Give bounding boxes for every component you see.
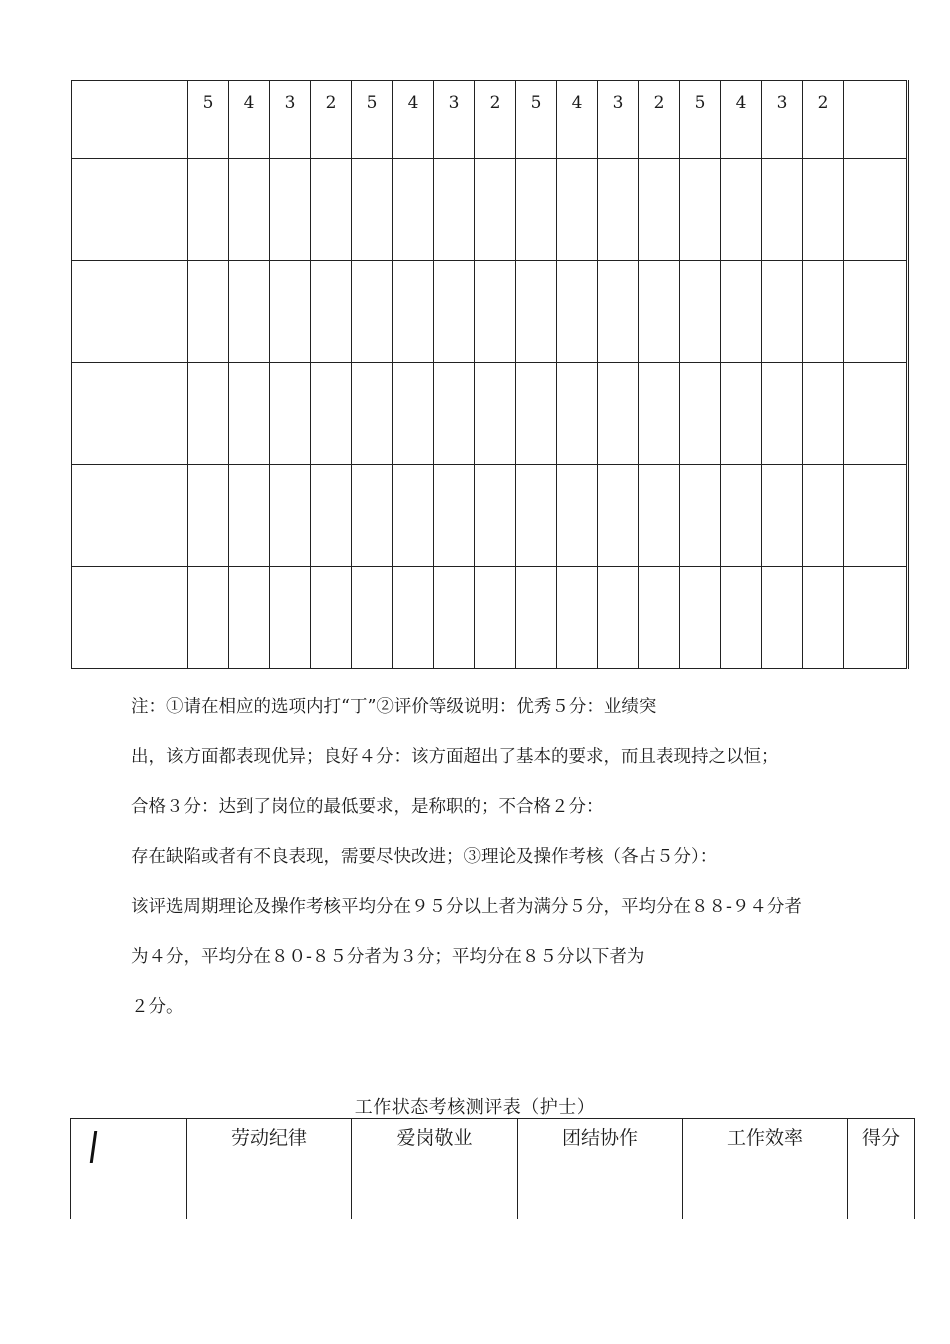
note-line: 存在缺陷或者有不良表现，需要尽快改进；③理论及操作考核（各占５分）： [131,847,718,867]
grid-cell [72,261,188,363]
score-header-cell: 5 [352,81,393,159]
score-header-cell: 4 [721,81,762,159]
table-title: 工作状态考核测评表（护士） [354,1097,596,1118]
grid-cell [844,261,908,363]
grid-cell [557,567,598,669]
grid-cell [721,363,762,465]
grid-cell [557,363,598,465]
score-header-cell: 2 [639,81,680,159]
score-header-cell: 4 [557,81,598,159]
score-header-cell: 5 [516,81,557,159]
note-line: 出，该方面都表现优异；良好４分：该方面超出了基本的要求，而且表现持之以恒； [131,747,779,767]
grid-row [72,567,908,669]
grid-cell [352,261,393,363]
grid-cell [475,159,516,261]
grid-row [72,159,908,261]
grid-cell [188,261,229,363]
grid-cell [803,363,844,465]
grid-cell [639,159,680,261]
grid-cell [639,261,680,363]
score-header-cell: 3 [434,81,475,159]
grid-cell [844,465,908,567]
grid-cell [311,159,352,261]
grid-cell [680,567,721,669]
note-line: 注：①请在相应的选项内打“丁”②评价等级说明：优秀５分：业绩突 [131,697,657,717]
grid-cell [762,465,803,567]
grid-cell [270,567,311,669]
total-header-cell [844,81,908,159]
grid-cell [475,363,516,465]
grid-cell [311,465,352,567]
grid-cell [516,567,557,669]
grid-cell [721,567,762,669]
note-line: 合格３分：达到了岗位的最低要求，是称职的；不合格２分： [131,797,604,817]
grid-cell [803,465,844,567]
grid-cell [352,465,393,567]
grid-cell [516,159,557,261]
grid-cell [598,363,639,465]
grid-cell [434,567,475,669]
grid-cell [516,363,557,465]
grid-cell [393,159,434,261]
column-header: 得分 [848,1119,915,1219]
grid-cell [475,567,516,669]
grid-body [72,81,908,669]
score-header-cell: 3 [270,81,311,159]
score-header-cell: 2 [475,81,516,159]
grid-cell [72,159,188,261]
grid-cell [72,363,188,465]
grid-cell [762,261,803,363]
grid-cell [229,363,270,465]
evaluation-score-grid [71,80,909,669]
grid-cell [270,363,311,465]
grid-cell [598,465,639,567]
grid-cell [680,261,721,363]
grid-cell [352,567,393,669]
grid-cell [229,261,270,363]
grid-cell [680,465,721,567]
grid-cell [721,159,762,261]
grid-cell [188,159,229,261]
column-header: 爱岗敬业 [352,1119,518,1219]
grid-cell [311,261,352,363]
grid-cell [639,363,680,465]
grid-cell [352,363,393,465]
column-header: 劳动纪律 [187,1119,352,1219]
grid-cell [393,363,434,465]
grid-cell [803,159,844,261]
note-line: 该评选周期理论及操作考核平均分在９５分以上者为满分５分，平均分在８８-９４分者 [131,897,802,917]
note-line: 为４分，平均分在８０-８５分者为３分；平均分在８５分以下者为 [131,947,645,967]
score-header-cell: 3 [762,81,803,159]
grid-cell [680,159,721,261]
grid-row [72,465,908,567]
note-line: ２分。 [131,997,184,1017]
grid-cell [639,567,680,669]
header-row [71,1119,915,1219]
grid-cell [475,261,516,363]
grid-cell [229,567,270,669]
grid-cell [229,465,270,567]
grid-cell [434,465,475,567]
score-header-cell: 2 [803,81,844,159]
grid-cell [762,363,803,465]
grid-cell [598,261,639,363]
grid-cell [516,465,557,567]
grid-cell [352,159,393,261]
score-header-cell: 4 [393,81,434,159]
grid-cell [434,159,475,261]
grid-cell [311,567,352,669]
notes-section [131,690,921,1040]
column-header: 工作效率 [683,1119,848,1219]
grid-cell [188,363,229,465]
grid-cell [598,159,639,261]
handwritten-mark [90,1131,97,1163]
grid-cell [270,159,311,261]
grid-cell [475,465,516,567]
grid-cell [393,465,434,567]
grid-cell [598,567,639,669]
score-header-cell: 5 [188,81,229,159]
grid-cell [516,261,557,363]
grid-cell [721,261,762,363]
grid-cell [680,363,721,465]
score-header-cell: 5 [680,81,721,159]
grid-cell [188,465,229,567]
name-header-cell [71,1119,187,1219]
score-header-row [72,81,908,159]
grid-cell [844,363,908,465]
grid-row [72,363,908,465]
grid-cell [188,567,229,669]
grid-cell [803,567,844,669]
grid-cell [639,465,680,567]
grid-cell [762,567,803,669]
grid-cell [270,465,311,567]
grid-cell [721,465,762,567]
grid-cell [762,159,803,261]
score-header-cell: 2 [311,81,352,159]
grid-cell [803,261,844,363]
grid-cell [229,159,270,261]
grid-cell [393,261,434,363]
grid-cell [844,159,908,261]
grid-cell [270,261,311,363]
grid-cell [557,159,598,261]
grid-cell [557,465,598,567]
name-header-cell [72,81,188,159]
grid-cell [557,261,598,363]
grid-cell [72,465,188,567]
grid-cell [311,363,352,465]
grid-row [72,261,908,363]
grid-cell [434,363,475,465]
column-header: 团结协作 [518,1119,683,1219]
grid-cell [844,567,908,669]
score-header-cell: 3 [598,81,639,159]
grid-cell [434,261,475,363]
score-header-cell: 4 [229,81,270,159]
grid-cell [72,567,188,669]
work-status-table [70,1118,915,1219]
grid-cell [393,567,434,669]
